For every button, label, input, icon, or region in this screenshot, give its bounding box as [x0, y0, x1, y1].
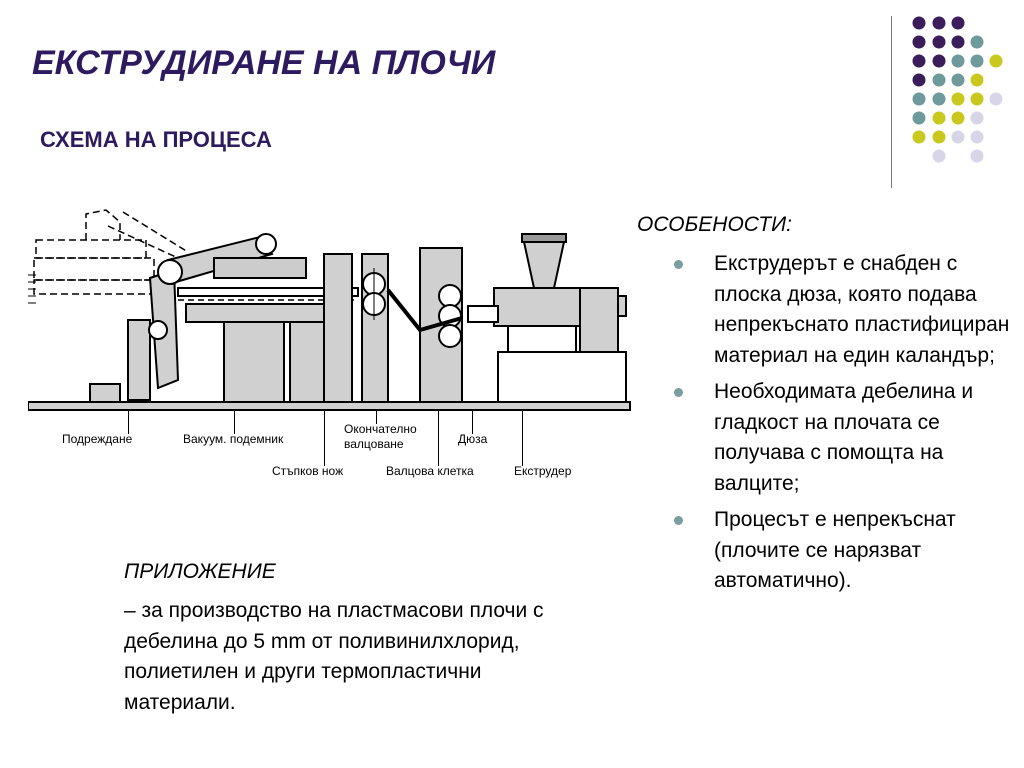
roll-cage: [388, 248, 462, 402]
dot-grid-yellow: [913, 55, 1003, 144]
label-roll-cage: Валцова клетка: [386, 464, 474, 478]
list-item: [674, 377, 1014, 499]
application-text: – за производство на пластмасови плочи с дебелина до 5 mm от поливинилхлорид, полиетилен и други термопластични материали.: [124, 599, 544, 714]
bullet-icon: [674, 388, 683, 397]
label-vacuum-lifter: Вакуум. подемник: [183, 432, 284, 446]
feature-text: Процесът е непрекъснат (плочите се нарязват автоматично).: [714, 508, 956, 592]
bullet-icon: [674, 516, 683, 525]
label-die: Дюза: [458, 432, 488, 446]
stack-base: [90, 384, 120, 402]
leader-line: [522, 410, 523, 466]
label-stepping-knife: Стъпков нож: [272, 464, 344, 478]
knife-column: [324, 254, 388, 402]
process-schematic-drawing: [28, 200, 640, 430]
leader-line: [324, 410, 325, 466]
slide-subtitle: СХЕМА НА ПРОЦЕСА: [40, 127, 272, 152]
extruder: [468, 234, 626, 402]
feature-text: Екструдерът е снабден с плоска дюза, която подава непрекъснато пластифициран материал на един каландър;: [714, 252, 1010, 367]
leader-line: [234, 410, 235, 434]
label-extruder: Екструдер: [514, 464, 572, 478]
decorative-dot-grid: [900, 8, 1010, 168]
leader-line: [472, 410, 473, 434]
label-final-rolling: Окончателно валцоване: [344, 422, 417, 451]
leader-line: [438, 410, 439, 466]
label-arrangement: Подреждане: [62, 432, 133, 446]
list-item: [674, 505, 1014, 597]
application-title: ПРИЛОЖЕНИЕ: [124, 560, 276, 583]
slide-title: ЕКСТРУДИРАНЕ НА ПЛОЧИ: [32, 44, 496, 82]
leader-line: [128, 410, 129, 434]
features-title: ОСОБЕНОСТИ:: [637, 213, 792, 236]
features-list: [674, 249, 1014, 603]
bullet-icon: [674, 260, 683, 269]
feature-text: Необходимата дебелина и гладкост на плочата се получава с помощта на валците;: [714, 380, 974, 495]
process-diagram: [28, 200, 640, 522]
machine-base: [28, 402, 630, 410]
stacking-table-hatching: [28, 275, 36, 303]
list-item: [674, 249, 1014, 371]
decorative-divider: [891, 16, 892, 188]
